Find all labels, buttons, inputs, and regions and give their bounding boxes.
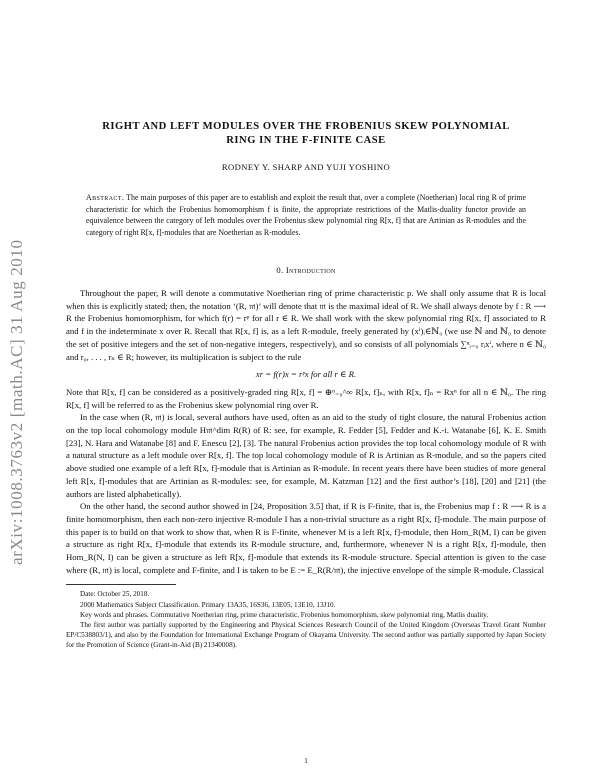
abstract [86, 192, 526, 238]
title-line-1: RIGHT AND LEFT MODULES OVER THE FROBENIUS SKEW POLYNOMIAL [102, 121, 510, 132]
title-line-2: RING IN THE F-FINITE CASE [226, 135, 386, 146]
paragraph-1: Throughout the paper, R will denote a commutative Noetherian ring of prime characteristic p. We shall only assume that R is local when this is explicitly stated; then, the notation ‘(R, 𝔪)’ will denote that 𝔪 is the maximal ideal of R. We shall always denote by f : R ⟶ R the Frobenius homomorphism, for which f(r) = rᵖ for all r ∈ R. We shall work with the skew polynomial ring R[x, f] associated to R and f in the indeterminate x over R. Recall that R[x, f] is, as a left R-module, freely generated by (xⁱ)ᵢ∈ℕ₀ (we use ℕ and ℕ₀ to denote the set of positive integers and the set of non-negative integers, respectively), and so consists of all polynomials ∑ⁿᵢ₌₀ rᵢxⁱ, where n ∈ ℕ₀ and r₀, . . . , rₙ ∈ R; however, its multiplication is subject to the rule [66, 288, 546, 362]
display-equation: xr = f(r)x = rᵖx for all r ∈ R. [255, 369, 357, 380]
arxiv-identifier-stamp: arXiv:1008.3763v2 [math.AC] 31 Aug 2010 [7, 239, 26, 565]
footnote-support: The first author was partially supported by the Engineering and Physical Sciences Research Council of the United Kingdom (Overseas Travel Grant Number EP/C538803/1), and also by the Foundation for International Exchange Program of Okayama University. The second author was partially supported by Japan Society for the Promotion of Science (Grant-in-Aid (B) 21340008). [66, 621, 546, 650]
footnote-date: Date: October 25, 2018. [80, 590, 150, 599]
paper-title [66, 120, 546, 148]
paragraph-4: On the other hand, the second author showed in [24, Proposition 3.5] that, if R is F-finite, that is, the Frobenius map f : R ⟶ R is a finite homomorphism, then each non-zero injective R-module I has a non-trivial structure as a right R[x, f]-module. The main purpose of this paper is to build on that work to show that, when R is F-finite, whenever M is a left R[x, f]-module, then Hom_R(M, I) can be given a structure as right R[x, f]-module that extends its R-module structure, and, furthermore, whenever N is a right R[x, f]-module, then Hom_R(N, I) can be given a structure as left R[x, f]-module that extends its R-module structure. Special attention is given to the case where (R, 𝔪) is local, complete and F-finite, and I is taken to be E := E_R(R/𝔪), the injective envelope of the simple R-module. Classical [66, 501, 546, 575]
section-title-introduction: 0. Introduction [276, 265, 336, 275]
paper-page [66, 0, 546, 765]
footnote-msc: 2000 Mathematics Subject Classification. Primary 13A35, 16S36, 13E05, 13E10, 13J10. [80, 600, 336, 609]
abstract-heading: Abstract. [86, 193, 125, 202]
page-number: 1 [304, 756, 308, 765]
footnote-rule [66, 584, 176, 585]
paragraph-3: In the case when (R, 𝔪) is local, several authors have used, often as an aid to the study of tight closure, the natural Frobenius action on the top local cohomology module H𝔪^dim R(R) of R: see, for example, R. Fedder [5], Fedder and K.-i. Watanabe [6], K. E. Smith [23], N. Hara and Watanabe [8] and F. Enescu [2], [3]. The natural Frobenius action provides the top local cohomology module of R with a natural structure as a left module over R[x, f]. The top local cohomology module of R is Artinian as R-module, and so the papers cited above studied one example of a left R[x, f]-module that is Artinian as R-module. In recent years there have been studies of more general left R[x, f]-modules that are Artinian as R-modules: see, for example, M. Katzman [12] and the first author’s [18], [20] and [21] (the authors are listed alphabetically). [66, 412, 546, 499]
footnote-keywords: Key words and phrases. Commutative Noetherian ring, prime characteristic, Frobenius homomorphism, skew polynomial ring, Matlis duality. [80, 610, 489, 619]
paragraph-2: Note that R[x, f] can be considered as a positively-graded ring R[x, f] = ⊕ⁿ₌₀^∞ R[x, f]ₙ, with R[x, f]ₙ = Rxⁿ for all n ∈ ℕ₀. The ring R[x, f] will be referred to as the Frobenius skew polynomial ring over R. [66, 386, 546, 410]
author-list: RODNEY Y. SHARP AND YUJI YOSHINO [221, 162, 391, 172]
introduction-body [66, 287, 546, 576]
abstract-body: The main purposes of this paper are to establish and exploit the result that, over a complete (Noetherian) local ring R of prime characteristic for which the Frobenius homomorphism f is finite, the appropriate restrictions of the Matlis-duality functor provide an equivalence between the category of left modules over the Frobenius skew polynomial ring R[x, f] that are Artinian as R-modules and the category of right R[x, f]-modules that are Noetherian as R-modules. [86, 193, 526, 237]
footnotes [66, 589, 546, 650]
